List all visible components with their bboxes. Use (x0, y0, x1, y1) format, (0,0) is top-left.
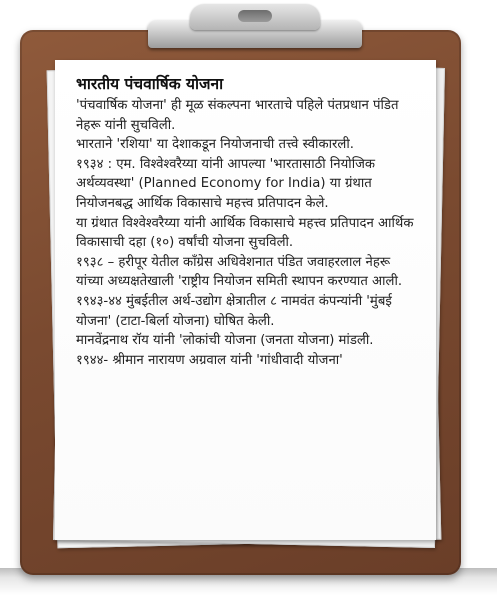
clip-hole (238, 10, 272, 22)
paragraph: १९३८ – हरीपूर येतील कॉंग्रेस अधिवेशनात पंडित जवाहरलाल नेहरू यांच्या अध्यक्षतेखाली 'राष्ट्रीय नियोजन समिती स्थापन करण्यात आली. (76, 254, 403, 290)
paragraph: या ग्रंथात विश्वेश्वरैय्या यांनी आर्थिक विकासाचे महत्त्व प्रतिपादन आर्थिक विकासाची दहा (१०) वर्षांची योजना सुचविली. (76, 215, 414, 251)
paragraph: १९४३-४४ मुंबईतील अर्थ-उद्योग क्षेत्रातील ८ नामवंत कंपन्यांनी 'मुंबई योजना' (टाटा-बिर्ला योजना) घोषित केली. (76, 293, 392, 329)
document-title: भारतीय पंचवार्षिक योजना (76, 75, 224, 93)
clip-icon (148, 0, 362, 48)
paragraph: भारताने 'रशिया' या देशाकडून नियोजनाची तत्त्वे स्वीकारली. (76, 137, 354, 153)
paragraph: १९४४- श्रीमान नारायण अग्रवाल यांनी 'गांधीवादी योजना' (76, 352, 343, 368)
paragraph: 'पंचवार्षिक योजना' ही मूळ संकल्पना भारताचे पहिले पंतप्रधान पंडित नेहरू यांनी सुचविली. (76, 98, 399, 133)
document-content (76, 73, 421, 370)
paragraph: १९३४ : एम. विश्वेश्वरैय्या यांनी आपल्या 'भारतासाठी नियोजिक अर्थव्यवस्था' (Planned Economy for India) या ग्रंथात नियोजनबद्ध आर्थिक विकासाचे महत्त्व प्रतिपादन केले. (76, 156, 376, 211)
paragraph: मानवेंद्रनाथ रॉय यांनी 'लोकांची योजना (जनता योजना) मांडली. (76, 333, 374, 349)
